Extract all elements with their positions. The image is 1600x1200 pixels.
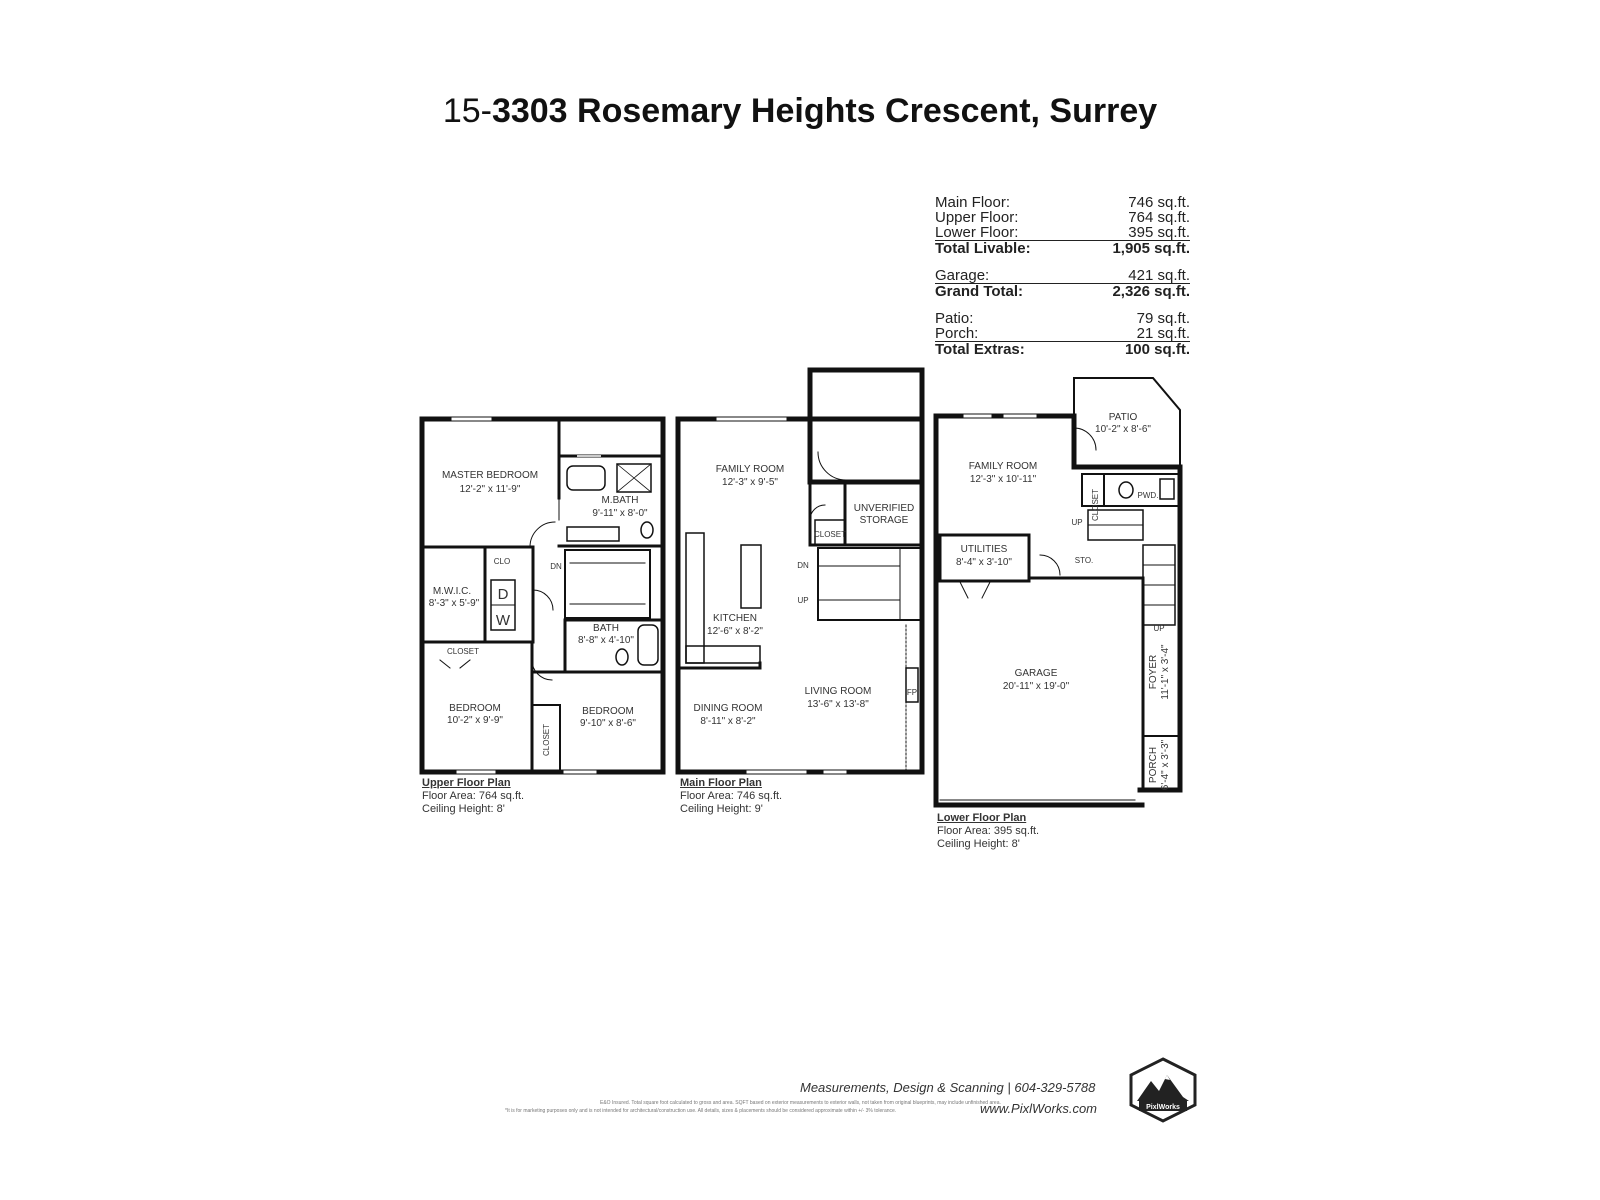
- logo-text: PixlWorks: [1146, 1104, 1180, 1111]
- area-row: Main Floor: 746 sq.ft.: [935, 194, 1190, 211]
- room-foyer-dim: 11'-1" x 3'-4": [1160, 644, 1171, 700]
- room-utilities-dim: 8'-4" x 3'-10": [956, 557, 1012, 568]
- room-porch-dim: 6'-4" x 3'-3": [1160, 739, 1171, 791]
- pixlworks-logo-icon: [1127, 1057, 1199, 1123]
- footer-fine-2: *It is for marketing purposes only and is not intended for architectural/construction use. All details, sizes & placements should be considered approximate within +/- 3% tolerance.: [505, 1108, 897, 1114]
- room-master-bedroom-dim: 12'-2" x 11'-9": [459, 484, 521, 495]
- caption-title: Main Floor Plan: [680, 777, 762, 789]
- room-bedroom-1: BEDROOM: [449, 703, 501, 714]
- title-address: 3303 Rosemary Heights Crescent, Surrey: [491, 92, 1158, 130]
- room-utilities: UTILITIES: [960, 544, 1008, 555]
- stair-dn: DN: [797, 561, 809, 570]
- room-unverified-2: STORAGE: [859, 515, 909, 526]
- room-bath: BATH: [593, 623, 619, 634]
- room-dining: DINING ROOM: [693, 703, 763, 714]
- room-family: FAMILY ROOM: [715, 464, 785, 475]
- room-family: FAMILY ROOM: [968, 461, 1038, 472]
- room-closet-2: CLOSET: [542, 723, 551, 757]
- room-closet: CLOSET: [446, 647, 480, 656]
- area-row: Garage: 421 sq.ft.: [935, 267, 1190, 284]
- area-row: Lower Floor: 395 sq.ft.: [935, 224, 1190, 241]
- stair-dn: DN: [550, 562, 562, 571]
- room-bedroom-1-dim: 10'-2" x 9'-9": [447, 715, 503, 726]
- area-row: Patio: 79 sq.ft.: [935, 310, 1190, 327]
- room-mwic: M.W.I.C.: [432, 586, 472, 597]
- room-closet: CLOSET: [813, 530, 847, 539]
- lower-floor-walls: [936, 378, 1180, 805]
- room-bedroom-2: BEDROOM: [582, 706, 634, 717]
- room-patio-dim: 10'-2" x 8'-6": [1095, 424, 1151, 435]
- caption-title: Lower Floor Plan: [937, 812, 1027, 824]
- caption-area: Floor Area: 746 sq.ft.: [680, 790, 783, 802]
- area-total-row: Total Extras: 100 sq.ft.: [935, 341, 1190, 358]
- room-bath-dim: 8'-8" x 4'-10": [578, 635, 634, 646]
- caption-ceiling: Ceiling Height: 8': [422, 803, 505, 815]
- caption-area: Floor Area: 764 sq.ft.: [422, 790, 525, 802]
- room-garage: GARAGE: [1014, 668, 1058, 679]
- caption-ceiling: Ceiling Height: 8': [937, 838, 1020, 850]
- area-row: Porch: 21 sq.ft.: [935, 325, 1190, 342]
- main-floor-caption: [680, 777, 782, 816]
- caption-area: Floor Area: 395 sq.ft.: [937, 825, 1040, 837]
- room-unverified-1: UNVERIFIED: [853, 503, 915, 514]
- fireplace-label: FP: [906, 688, 918, 697]
- room-mbath: M.BATH: [601, 495, 639, 506]
- area-total-row: Total Livable: 1,905 sq.ft.: [935, 240, 1190, 257]
- upper-floor-caption: [422, 777, 524, 816]
- room-kitchen: KITCHEN: [713, 613, 757, 624]
- room-living-dim: 13'-6" x 13'-8": [807, 699, 869, 710]
- room-mwic-dim: 8'-3" x 5'-9": [428, 598, 480, 609]
- footer-fine-1: E&O Insured. Total square foot calculated to gross and area. SQFT based on exterior measurements to exterior walls, not taken from original blueprints, may include unfinished area.: [600, 1100, 1001, 1106]
- caption-title: Upper Floor Plan: [422, 777, 511, 789]
- stair-up-2: UP: [1153, 624, 1165, 633]
- footer-website: www.PixlWorks.com: [980, 1101, 1098, 1116]
- room-porch: PORCH: [1148, 746, 1159, 784]
- main-floor-labels: [694, 464, 918, 727]
- caption-ceiling: Ceiling Height: 9': [680, 803, 763, 815]
- room-living: LIVING ROOM: [804, 686, 872, 697]
- area-total-row: Grand Total: 2,326 sq.ft.: [935, 283, 1190, 300]
- stair-up: UP: [797, 596, 809, 605]
- lower-floor-caption: [937, 812, 1039, 851]
- room-garage-dim: 20'-11" x 19'-0": [1002, 681, 1070, 692]
- room-patio: PATIO: [1108, 412, 1138, 423]
- upper-floor-labels: [429, 470, 648, 756]
- room-family-dim: 12'-3" x 10'-11": [969, 474, 1037, 485]
- room-powder: PWD.: [1137, 491, 1159, 500]
- room-family-dim: 12'-3" x 9'-5": [722, 477, 778, 488]
- room-clo: CLO: [493, 557, 511, 566]
- stair-up: UP: [1071, 518, 1083, 527]
- title-lot: 15-: [442, 92, 492, 130]
- room-closet: CLOSET: [1091, 488, 1100, 522]
- room-dining-dim: 8'-11" x 8'-2": [700, 716, 756, 727]
- room-storage: STO.: [1074, 556, 1094, 565]
- washer-label: W: [495, 612, 511, 629]
- room-foyer: FOYER: [1148, 654, 1159, 690]
- room-master-bedroom: MASTER BEDROOM: [441, 470, 539, 481]
- room-mbath-dim: 9'-11" x 8'-0": [592, 508, 648, 519]
- room-bedroom-2-dim: 9'-10" x 8'-6": [580, 718, 636, 729]
- area-row: Upper Floor: 764 sq.ft.: [935, 209, 1190, 226]
- dryer-label: D: [497, 586, 509, 603]
- room-kitchen-dim: 12'-6" x 8'-2": [707, 626, 763, 637]
- footer-company: Measurements, Design & Scanning | 604-329-5788: [800, 1080, 1096, 1095]
